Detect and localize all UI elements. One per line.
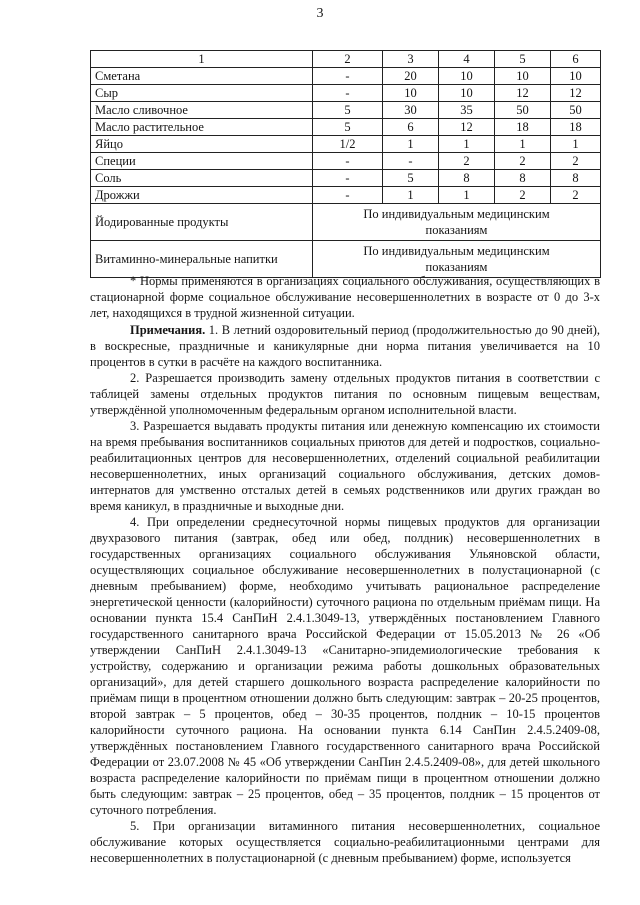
norm-value-cell: 10 bbox=[495, 68, 551, 85]
product-name-cell: Соль bbox=[91, 170, 313, 187]
norm-value-cell: 30 bbox=[383, 102, 439, 119]
norm-value-cell: 18 bbox=[551, 119, 601, 136]
norm-value-cell: 12 bbox=[551, 85, 601, 102]
norm-value-cell: 12 bbox=[439, 119, 495, 136]
norm-value-cell: - bbox=[313, 187, 383, 204]
norm-value-cell: 1 bbox=[551, 136, 601, 153]
norm-value-cell: 1 bbox=[495, 136, 551, 153]
table-row bbox=[91, 85, 601, 102]
norm-value-cell: 50 bbox=[495, 102, 551, 119]
norm-value-cell: 1 bbox=[383, 136, 439, 153]
norm-value-cell: 2 bbox=[495, 153, 551, 170]
norm-value-cell: 8 bbox=[495, 170, 551, 187]
column-number-cell: 6 bbox=[551, 51, 601, 68]
norm-value-cell: 18 bbox=[495, 119, 551, 136]
table-row bbox=[91, 153, 601, 170]
norm-value-cell: 8 bbox=[439, 170, 495, 187]
footnote-text: * Нормы применяются в организациях социального обслуживания, осуществляющих в стационарной форме социальное обслуживание несовершеннолетних в возрасте от 0 до 3-х лет, находящихся в трудной жизненной ситуации. bbox=[90, 274, 600, 320]
merged-value-cell: По индивидуальным медицинским показаниям bbox=[313, 241, 601, 278]
table-header-row bbox=[91, 51, 601, 68]
norm-value-cell: 8 bbox=[551, 170, 601, 187]
food-norms-table bbox=[90, 50, 601, 278]
note-5: 5. При организации витаминного питания несовершеннолетних, социальное обслуживание которых осуществляется социально-реабилитационными центрами для несовершеннолетних в полустационарной (с дневным пребыванием) форме, используется bbox=[90, 819, 600, 865]
column-number-cell: 4 bbox=[439, 51, 495, 68]
norm-value-cell: 50 bbox=[551, 102, 601, 119]
table-row bbox=[91, 68, 601, 85]
product-name-cell: Масло сливочное bbox=[91, 102, 313, 119]
norm-value-cell: 2 bbox=[551, 187, 601, 204]
note-3: 3. Разрешается выдавать продукты питания или денежную компенсацию их стоимости на время пребывания воспитанников социальных приютов для детей и подростков, социально-реабилитационных центров для несовершеннолетних, отделений социальной реабилитации несовершеннолетних, иных организаций социального обслуживания, детских домов-интернатов для умственно отсталых детей в семьях родственников или других граждан во время каникул, в праздничные и выходные дни. bbox=[90, 419, 600, 513]
product-name-cell: Сметана bbox=[91, 68, 313, 85]
product-name-cell: Сыр bbox=[91, 85, 313, 102]
table-row bbox=[91, 136, 601, 153]
norm-value-cell: 10 bbox=[383, 85, 439, 102]
notes-heading: Примечания. bbox=[130, 323, 206, 337]
product-name-cell: Дрожжи bbox=[91, 187, 313, 204]
column-number-cell: 1 bbox=[91, 51, 313, 68]
norm-value-cell: 5 bbox=[313, 119, 383, 136]
column-number-cell: 2 bbox=[313, 51, 383, 68]
note-2: 2. Разрешается производить замену отдельных продуктов питания в соответствии с таблицей замены отдельных продуктов питания по основным пищевым веществам, утверждённой уполномоченным федеральным органом исполнительной власти. bbox=[90, 371, 600, 417]
norm-value-cell: - bbox=[383, 153, 439, 170]
note-4: 4. При определении среднесуточной нормы пищевых продуктов для организации двухразового питания (завтрак, обед или обед, полдник) несовершеннолетних в государственных организациях социального обслуживания Ульяновской области, осуществляющих социальное обслуживание несовершеннолетних в полустационарной (с дневным пребыванием) форме, необходимо учитывать рациональное распределение энергетической ценности (калорийности) суточного рациона по отдельным приёмам пищи. На основании пункта 15.4 СанПиН 2.4.1.3049-13, утверждённых постановлением Главного государственного санитарного врача Российской Федерации от 15.05.2013 № 26 «Об утверждении СанПиН 2.4.1.3049-13 «Санитарно-эпидемиологические требования к устройству, содержанию и организации режима работы дошкольных образовательных организаций», для детей старшего дошкольного возраста распределение калорийности по приёмам пищи в процентном отношении должно быть следующим: завтрак – 20-25 процентов, второй завтрак – 5 процентов, обед – 30-35 процентов, полдник – 10-15 процентов калорийности суточного рациона. На основании пункта 6.14 СанПин 2.4.5.2409-08, утверждённых постановлением Главного государственного санитарного врача Российской Федерации от 23.07.2008 № 45 «Об утверждении СанПин 2.4.5.2409-08», для детей школьного возраста распределение калорийности по приёмам пищи в процентном отношении должно быть следующим: завтрак – 25 процентов, обед – 35 процентов, полдник – 15 процентов от суточного потребления. bbox=[90, 515, 600, 817]
product-name-cell: Масло растительное bbox=[91, 119, 313, 136]
norm-value-cell: 20 bbox=[383, 68, 439, 85]
table-row bbox=[91, 102, 601, 119]
column-number-cell: 3 bbox=[383, 51, 439, 68]
norm-value-cell: 1 bbox=[439, 136, 495, 153]
norm-value-cell: 5 bbox=[383, 170, 439, 187]
norm-value-cell: 2 bbox=[439, 153, 495, 170]
product-name-cell: Йодированные продукты bbox=[91, 204, 313, 241]
norm-value-cell: 5 bbox=[313, 102, 383, 119]
column-number-cell: 5 bbox=[495, 51, 551, 68]
product-name-cell: Витаминно-минеральные напитки bbox=[91, 241, 313, 278]
norm-value-cell: 10 bbox=[439, 85, 495, 102]
norm-value-cell: 1/2 bbox=[313, 136, 383, 153]
footnote bbox=[90, 273, 600, 321]
norm-value-cell: 2 bbox=[495, 187, 551, 204]
norm-value-cell: 12 bbox=[495, 85, 551, 102]
table-row-merged bbox=[91, 241, 601, 278]
note-1 bbox=[90, 322, 600, 370]
norm-value-cell: - bbox=[313, 170, 383, 187]
table-row-merged bbox=[91, 204, 601, 241]
product-name-cell: Яйцо bbox=[91, 136, 313, 153]
table-row bbox=[91, 119, 601, 136]
norm-value-cell: 2 bbox=[551, 153, 601, 170]
norm-value-cell: 1 bbox=[439, 187, 495, 204]
norm-value-cell: - bbox=[313, 153, 383, 170]
norm-value-cell: 1 bbox=[383, 187, 439, 204]
norm-value-cell: 35 bbox=[439, 102, 495, 119]
norm-value-cell: 10 bbox=[551, 68, 601, 85]
note-1-text: 1. В летний оздоровительный период (продолжительностью до 90 дней), в воскресные, праздничные и каникулярные дни норма питания увеличивается на 10 процентов в сутки в расчёте на каждого воспитанника. bbox=[90, 323, 601, 369]
norm-value-cell: - bbox=[313, 68, 383, 85]
product-name-cell: Специи bbox=[91, 153, 313, 170]
norm-value-cell: - bbox=[313, 85, 383, 102]
notes-section bbox=[90, 322, 600, 866]
norm-value-cell: 10 bbox=[439, 68, 495, 85]
page-number: 3 bbox=[316, 6, 324, 21]
merged-value-cell: По индивидуальным медицинским показаниям bbox=[313, 204, 601, 241]
table-row bbox=[91, 170, 601, 187]
norm-value-cell: 6 bbox=[383, 119, 439, 136]
table-row bbox=[91, 187, 601, 204]
